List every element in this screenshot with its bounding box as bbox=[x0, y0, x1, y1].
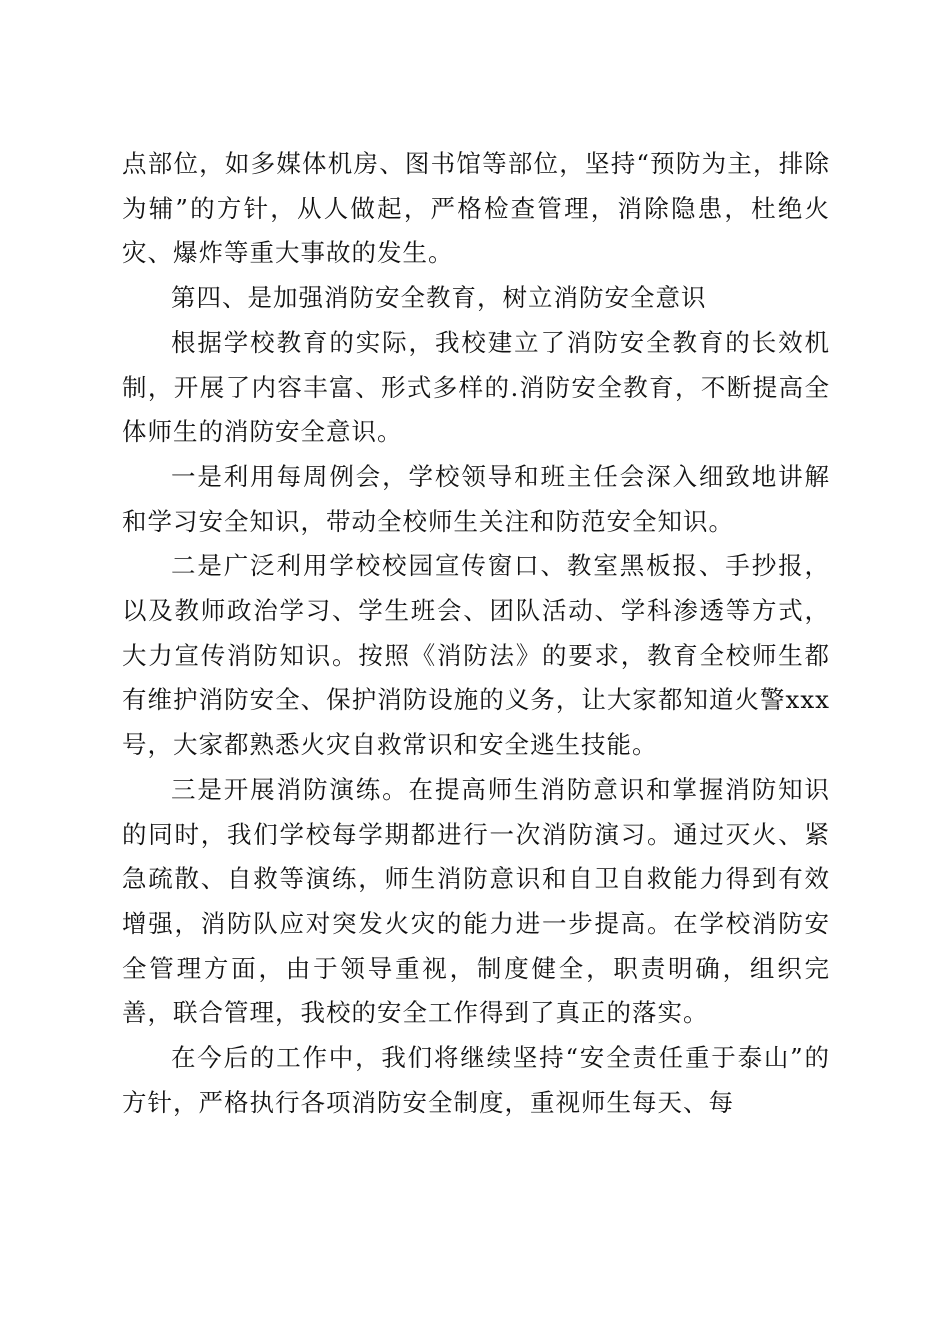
paragraph-continuation: 点部位，如多媒体机房、图书馆等部位，坚持“预防为主，排除为辅”的方针，从人做起，严格检查管理，消除隐患，杜绝火灾、爆炸等重大事故的发生。 bbox=[122, 149, 830, 268]
document-body bbox=[122, 142, 830, 1125]
paragraph-future-work: 在今后的工作中，我们将继续坚持“安全责任重于泰山”的方针，严格执行各项消防安全制度，重视师生每天、每 bbox=[122, 1043, 830, 1117]
paragraph-education-mechanism: 根据学校教育的实际，我校建立了消防安全教育的长效机制，开展了内容丰富、形式多样的.消防安全教育，不断提高全体师生的消防安全意识。 bbox=[122, 327, 830, 447]
paragraph-weekly-meeting: 一是利用每周例会，学校领导和班主任会深入细致地讲解和学习安全知识，带动全校师生关注和防范安全知识。 bbox=[122, 461, 830, 536]
paragraph-fire-drill: 三是开展消防演练。在提高师生消防意识和掌握消防知识的同时，我们学校每学期都进行一次消防演习。通过灭火、紧急疏散、自救等演练，师生消防意识和自卫自救能力得到有效增强，消防队应对突发火灾的能力进一步提高。在学校消防安全管理方面，由于领导重视，制度健全，职责明确，组织完善，联合管理，我校的安全工作得到了真正的落实。 bbox=[122, 774, 830, 1028]
paragraph-publicity: 二是广泛利用学校校园宣传窗口、教室黑板报、手抄报，以及教师政治学习、学生班会、团队活动、学科渗透等方式，大力宣传消防知识。按照《消防法》的要求，教育全校师生都有维护消防安全、保护消防设施的义务，让大家都知道火警xxx号，大家都熟悉火灾自救常识和安全逃生技能。 bbox=[122, 551, 830, 760]
section-heading-fourth: 第四、是加强消防安全教育，树立消防安全意识 bbox=[171, 283, 707, 313]
